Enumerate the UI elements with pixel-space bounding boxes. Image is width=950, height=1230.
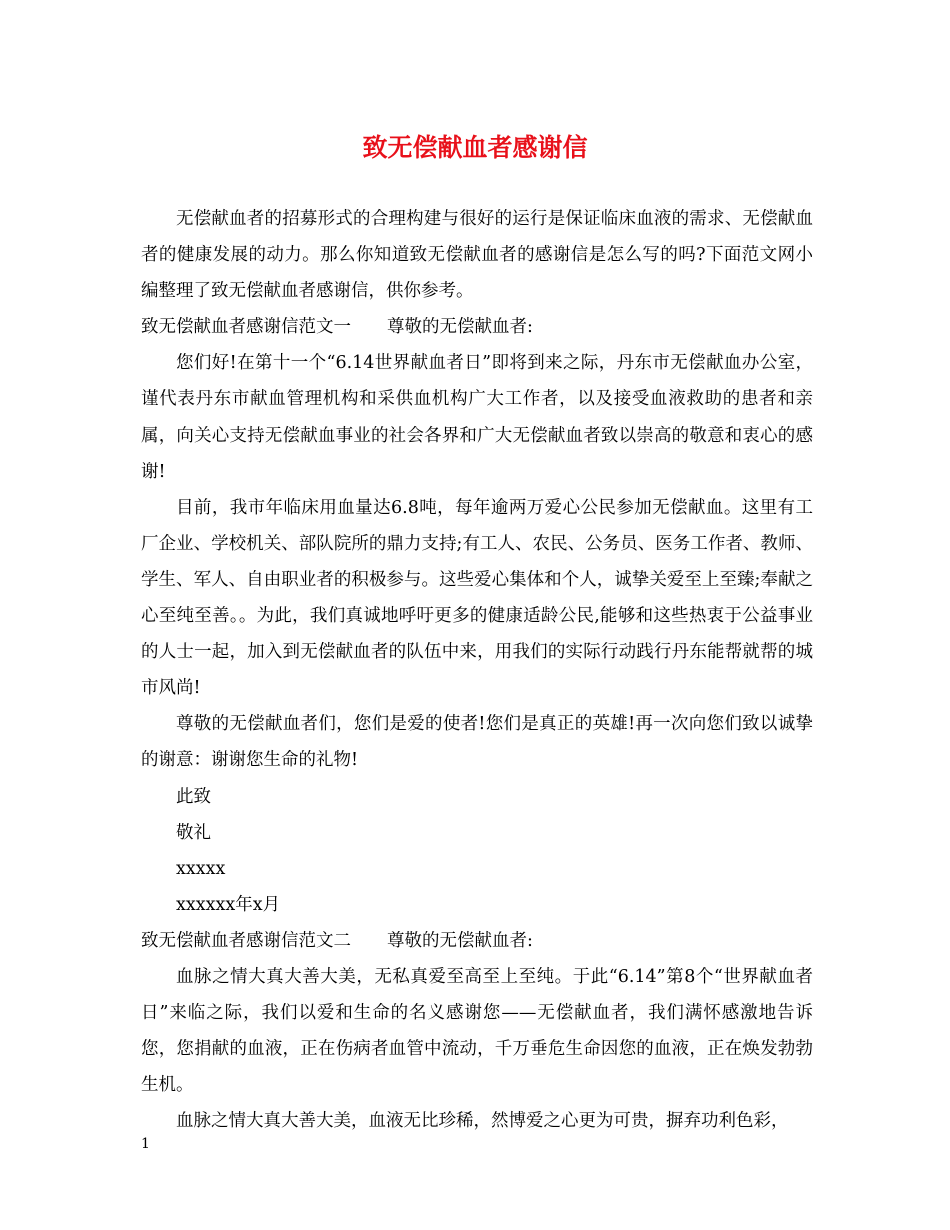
letter1-date: xxxxxx年x月 [176,894,281,915]
letter2-heading-line [141,923,813,959]
letter1-paragraph-2: 目前，我市年临床用血量达6.8吨，每年逾两万爱心公民参加无偿献血。这里有工厂企业、学校机关、部队院所的鼎力支持;有工人、农民、公务员、医务工作者、教师、学生、军人、自由职业者的积极参与。这些爱心集体和个人，诚挚关爱至上至臻;奉献之心至纯至善。。为此，我们真诚地呼吁更多的健康适龄公民,能够和这些热衷于公益事业的人士一起，加入到无偿献血者的队伍中来，用我们的实际行动践行丹东能帮就帮的城市风尚! [141,497,813,699]
document-title: 致无偿献血者感谢信 [362,133,588,162]
document-body [141,201,813,1139]
letter2-salutation: 尊敬的无偿献血者: [387,930,533,951]
letter2-paragraph-2: 血脉之情大真大善大美，血液无比珍稀，然博爱之心更为可贵，摒弃功利色彩， [176,1111,789,1132]
letter1-heading: 致无偿献血者感谢信范文一 [141,317,351,338]
letter1-heading-line [141,309,813,345]
letter1-paragraph-3: 尊敬的无偿献血者们，您们是爱的使者!您们是真正的英雄!再一次向您们致以诚挚的谢意：谢谢您生命的礼物! [141,714,813,771]
letter1-closing-1: 此致 [176,786,211,807]
letter2-paragraph-1: 血脉之情大真大善大美，无私真爱至高至上至纯。于此“6.14”第8个“世界献血者日”来临之际，我们以爱和生命的名义感谢您——无偿献血者，我们满怀感激地告诉您，您捐献的血液，正在伤病者血管中流动，千万垂危生命因您的血液，正在焕发勃勃生机。 [141,966,813,1096]
page-number: 1 [141,1136,150,1152]
letter1-closing-2: 敬礼 [176,822,211,843]
letter1-signature: xxxxx [176,858,226,879]
letter2-heading: 致无偿献血者感谢信范文二 [141,930,351,951]
letter1-paragraph-1: 您们好!在第十一个“6.14世界献血者日”即将到来之际，丹东市无偿献血办公室，谨代表丹东市献血管理机构和采供血机构广大工作者，以及接受血液救助的患者和亲属，向关心支持无偿献血事业的社会各界和广大无偿献血者致以崇高的敬意和衷心的感谢! [141,353,813,482]
intro-paragraph: 无偿献血者的招募形式的合理构建与很好的运行是保证临床血液的需求、无偿献血者的健康发展的动力。那么你知道致无偿献血者的感谢信是怎么写的吗?下面范文网小编整理了致无偿献血者感谢信，供你参考。 [141,209,813,302]
letter1-salutation: 尊敬的无偿献血者: [387,317,533,338]
